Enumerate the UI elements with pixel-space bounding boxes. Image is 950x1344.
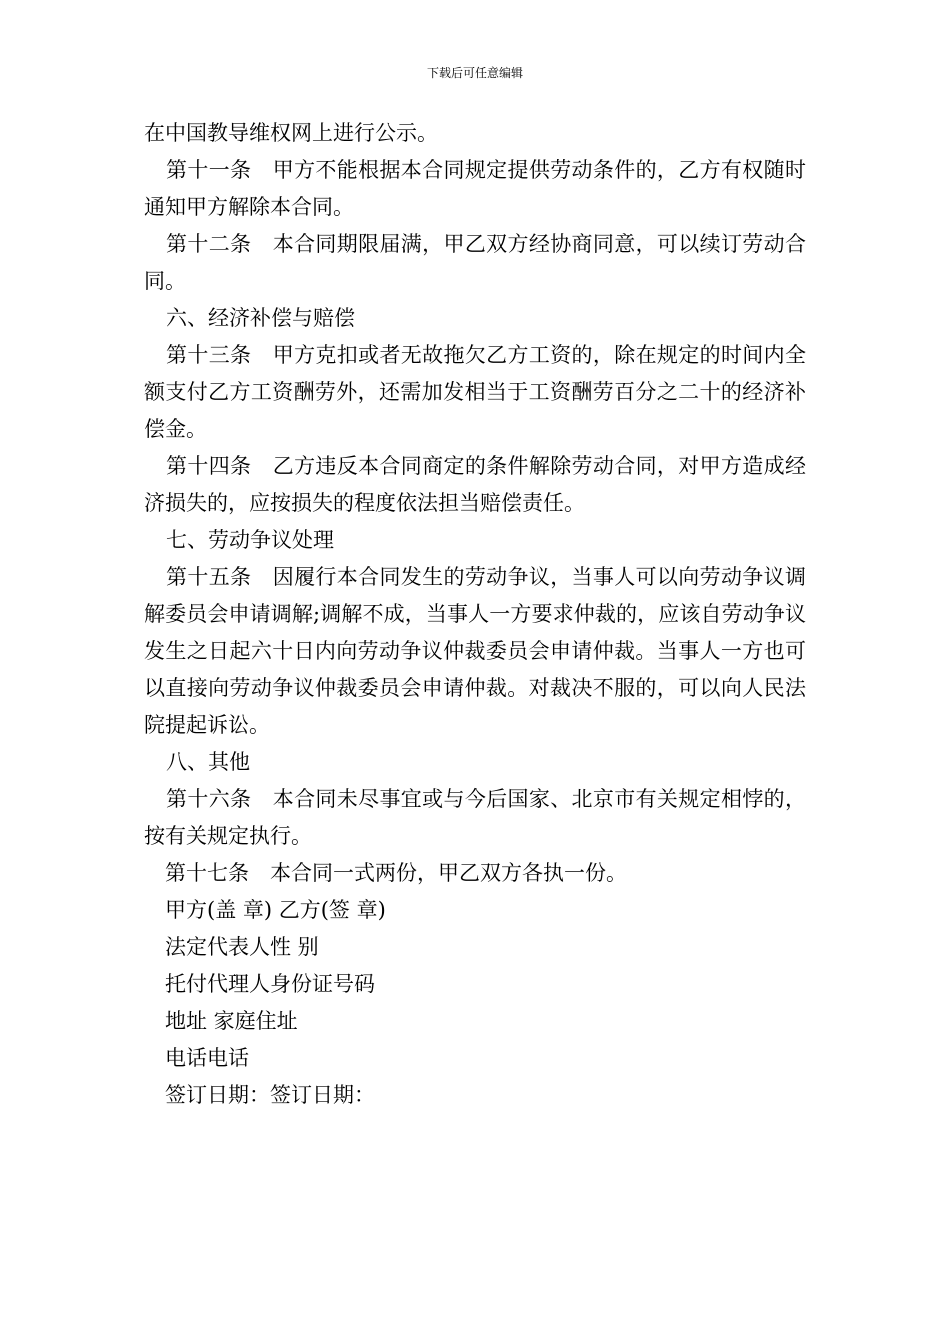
signature-date: 签订日期：签订日期：: [165, 1083, 375, 1107]
article-16: 第十六条 本合同未尽事宜或与今后国家、北京市有关规定相悖的，按有关规定执行。: [144, 787, 806, 848]
signature-agent-id: 托付代理人身份证号码: [165, 972, 375, 996]
page-header: 下载后可任意编辑: [426, 66, 523, 80]
signature-parties: 甲方(盖 章) 乙方(签 章): [165, 898, 386, 922]
article-13: 第十三条 甲方克扣或者无故拖欠乙方工资的，除在规定的时间内全额支付乙方工资酬劳外，还需加发相当于工资酬劳百分之二十的经济补偿金。: [144, 343, 806, 441]
article-11: 第十一条 甲方不能根据本合同规定提供劳动条件的，乙方有权随时通知甲方解除本合同。: [144, 158, 806, 219]
section-heading-8: 八、其他: [166, 750, 250, 774]
section-heading-6: 六、经济补偿与赔偿: [166, 306, 355, 330]
article-14: 第十四条 乙方违反本合同商定的条件解除劳动合同，对甲方造成经济损失的，应按损失的程度依法担当赔偿责任。: [144, 454, 806, 515]
signature-phone: 电话电话: [165, 1046, 249, 1070]
section-heading-7: 七、劳动争议处理: [166, 528, 334, 552]
article-15: 第十五条 因履行本合同发生的劳动争议，当事人可以向劳动争议调解委员会申请调解;调解不成，当事人一方要求仲裁的，应该自劳动争议发生之日起六十日内向劳动争议仲裁委员会申请仲裁。当事人一方也可以直接向劳动争议仲裁委员会申请仲裁。对裁决不服的，可以向人民法院提起诉讼。: [144, 565, 806, 737]
article-17: 第十七条 本合同一式两份，甲乙双方各执一份。: [165, 861, 627, 885]
signature-legal-representative: 法定代表人性 别: [165, 935, 319, 959]
signature-address: 地址 家庭住址: [165, 1009, 298, 1033]
article-12: 第十二条 本合同期限届满，甲乙双方经协商同意，可以续订劳动合同。: [144, 232, 806, 293]
document-body: [144, 115, 806, 1114]
paragraph-continuation: 在中国教导维权网上进行公示。: [144, 121, 438, 145]
